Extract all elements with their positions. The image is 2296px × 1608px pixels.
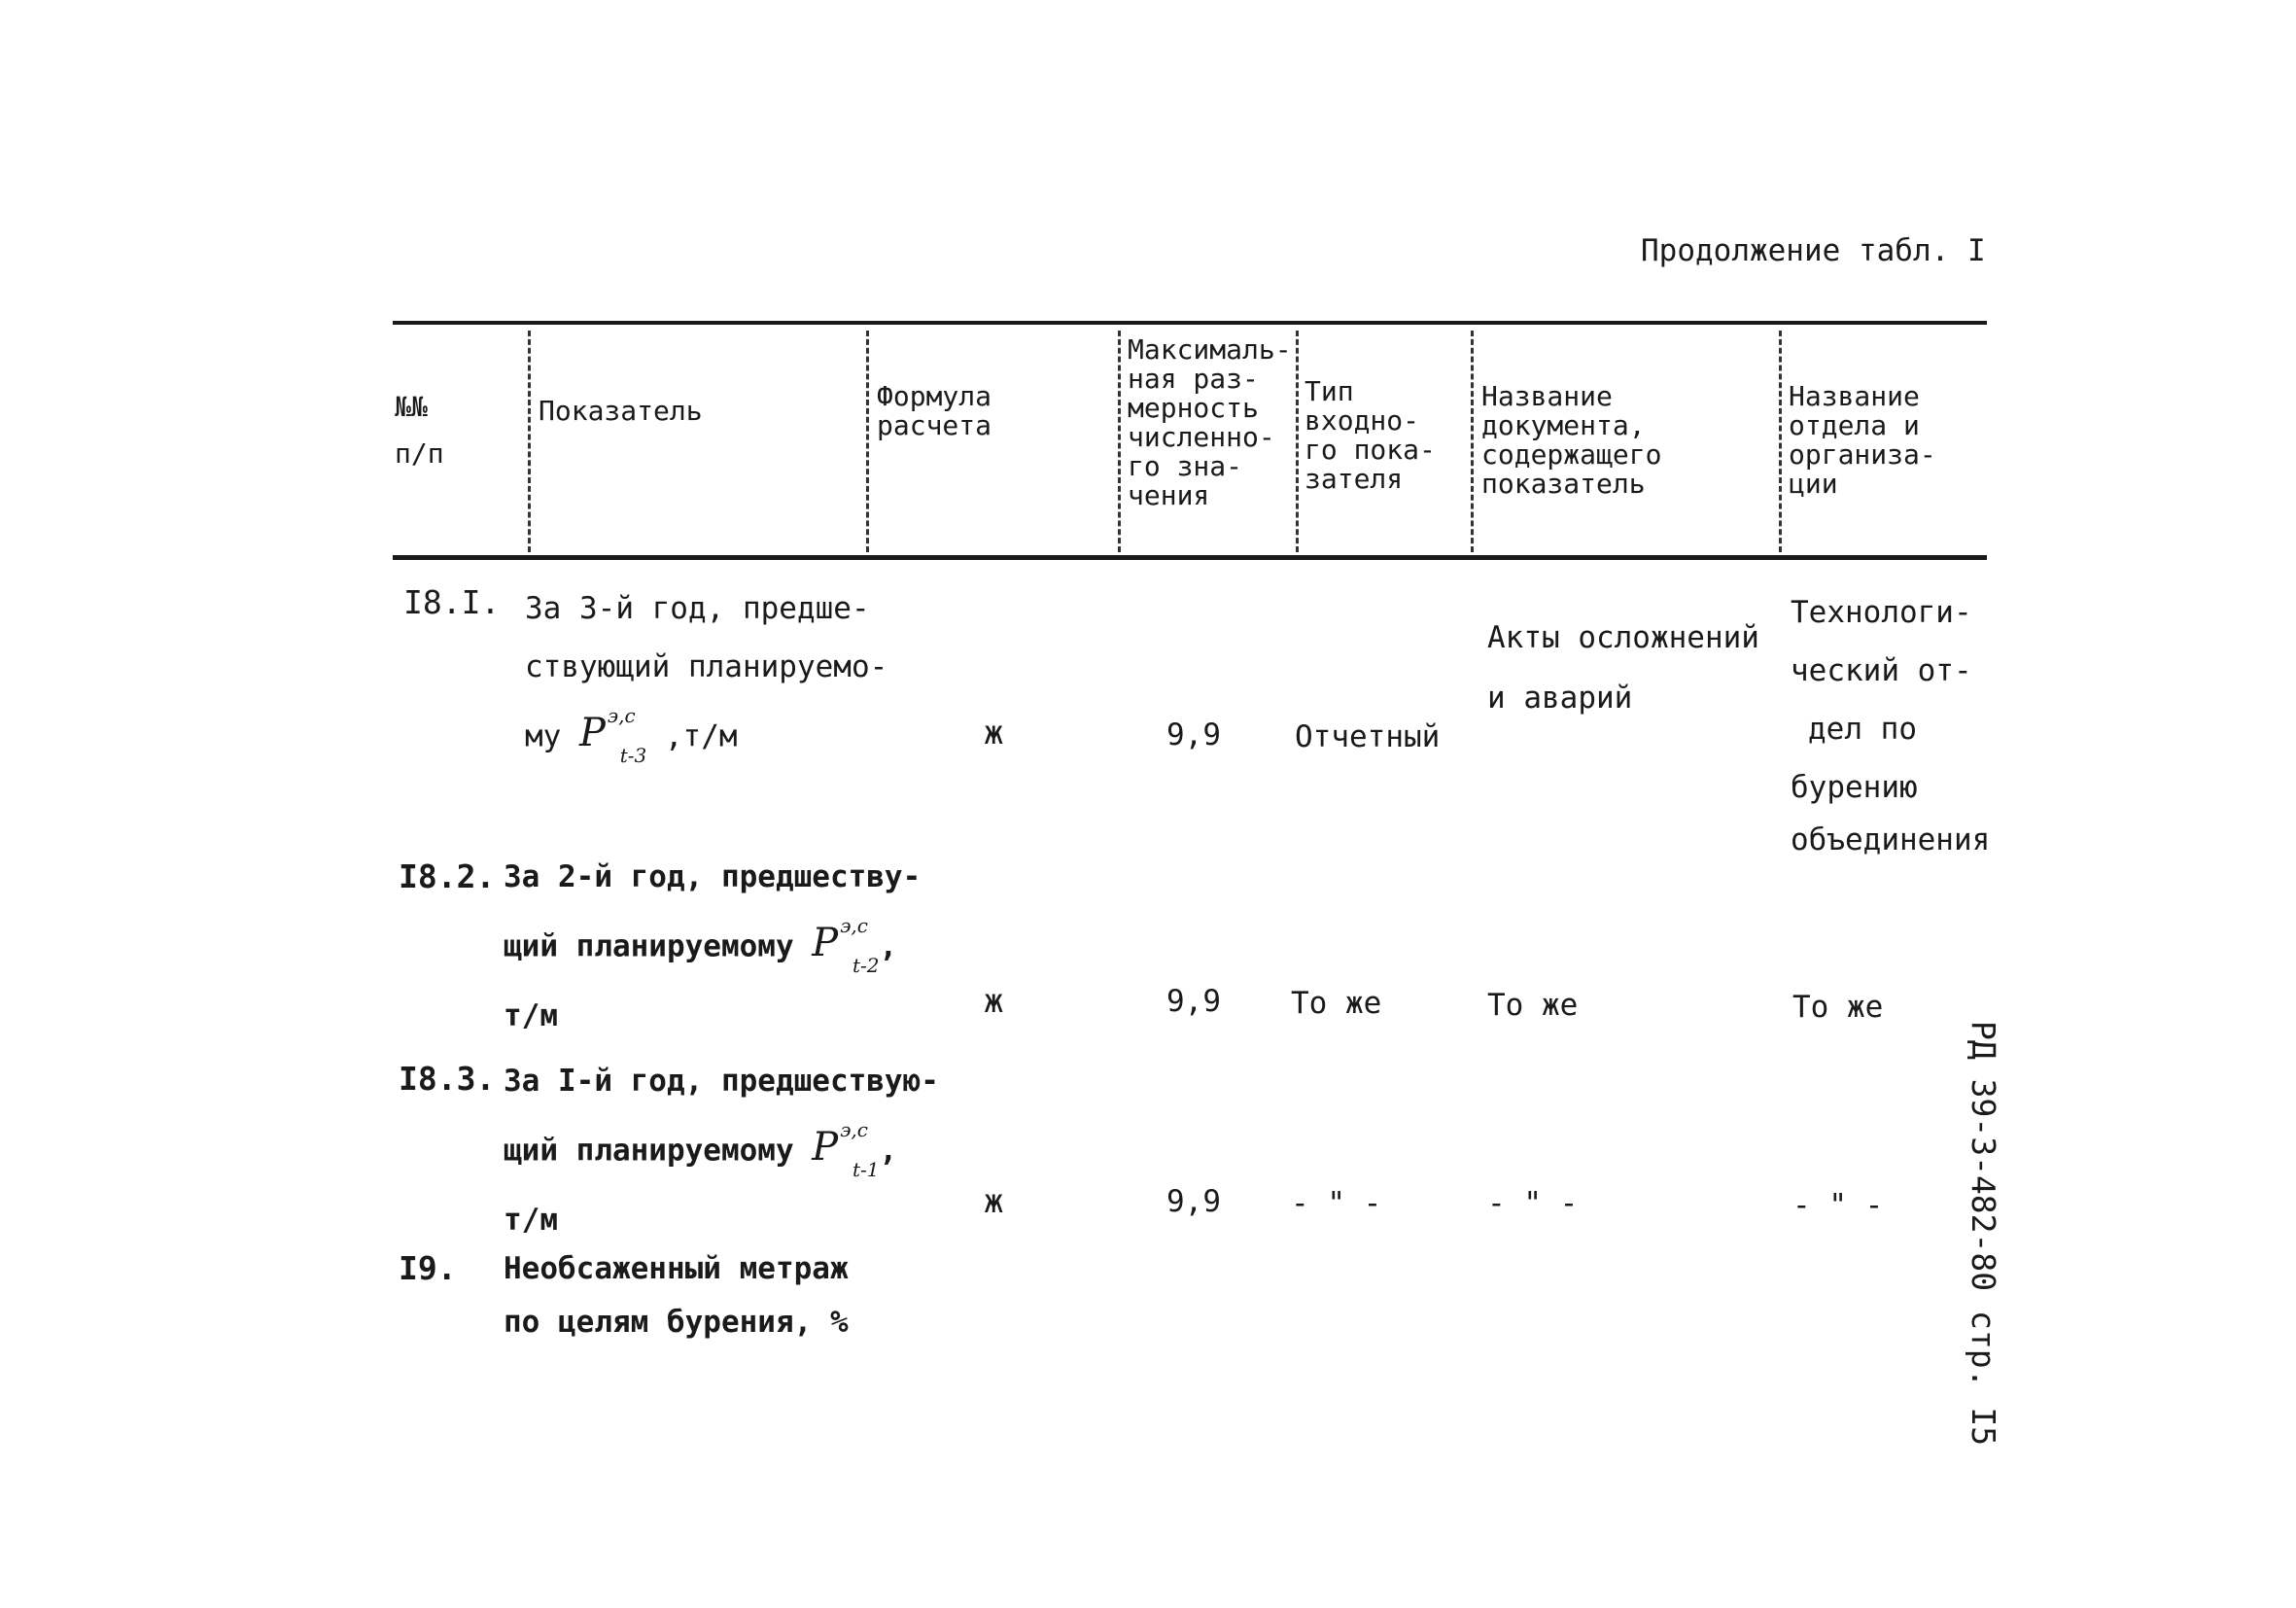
document-cell: То же [1487,988,1579,1023]
formula-symbol-letter: P [812,1125,839,1171]
header-max-dimension: Максималь- ная раз- мерность численно- го зна- чения [1128,333,1292,511]
formula-symbol [812,914,880,978]
indicator-line: по целям бурения, % [504,1305,849,1340]
department-line: дел по [1808,712,1917,747]
document-cell: - " - [1487,1186,1579,1221]
formula-cell: ж [984,714,1004,752]
table-header-bottom-rule [393,555,1987,560]
department-line: Технологи- [1791,595,1972,630]
indicator-line: За 2-й год, предшеству- [504,859,922,894]
row-indicator [525,579,887,777]
table-top-rule [393,321,1987,325]
indicator-text: му [525,718,579,754]
header-department-name: Название отдела и организа- ции [1789,380,1936,500]
indicator-line [525,696,887,777]
row-number: I8.2. [399,857,496,895]
header-separator-1 [528,331,531,552]
header-num: №№ п/п [395,391,444,470]
department-cell [1791,583,1990,869]
indicator-text: щий планируемому [504,1133,813,1169]
max-dimension-cell: 9,9 [1166,984,1221,1019]
formula-superscript: э,с [840,1118,868,1141]
indicator-text: щий планируемому [504,928,813,964]
header-separator-5 [1471,331,1474,552]
formula-subscript: t-3 [619,744,647,768]
department-cell: То же [1792,990,1884,1025]
max-dimension-cell: 9,9 [1166,717,1221,752]
indicator-line [504,1110,939,1191]
indicator-line: За I-й год, предшествую- [504,1064,939,1099]
max-dimension-cell: 9,9 [1166,1184,1221,1219]
formula-cell: ж [984,982,1004,1021]
header-separator-6 [1779,331,1782,552]
row-indicator [504,848,921,1045]
indicator-text: ,т/м [646,718,738,754]
header-separator-3 [1118,331,1121,552]
document-cell [1487,608,1759,728]
table-caption: Продолжение табл. I [1641,233,1986,268]
formula-symbol [812,1118,880,1182]
input-type-cell: То же [1291,986,1382,1021]
department-line: бурению [1791,770,1918,805]
formula-superscript: э,с [840,914,868,937]
indicator-line: Необсаженный метраж [504,1251,849,1286]
header-document-name: Название документа, содержащего показатель [1481,380,1662,500]
document-line: Акты осложнений [1487,620,1759,655]
indicator-line: т/м [504,998,558,1034]
header-input-type: Тип входно- го пока- зателя [1305,375,1436,495]
formula-superscript: э,с [607,704,636,727]
indicator-line: т/м [504,1203,558,1239]
indicator-text: , [879,1133,898,1169]
document-code-label: РД 39-3-482-80 стр. I5 [1965,1021,2002,1447]
formula-symbol-letter: P [812,921,839,966]
indicator-line [504,906,921,987]
indicator-line: За 3-й год, предше- [525,591,870,626]
input-type-cell: Отчетный [1295,719,1441,754]
formula-subscript: t-1 [852,1158,880,1182]
department-line: объединения [1791,822,1991,857]
header-separator-4 [1296,331,1299,552]
header-indicator: Показатель [539,395,703,427]
department-cell: - " - [1792,1188,1884,1223]
department-line: ческий от- [1791,653,1972,688]
input-type-cell: - " - [1291,1186,1382,1221]
formula-subscript: t-2 [852,954,880,978]
formula-cell: ж [984,1182,1004,1221]
row-number: I8.I. [403,583,501,621]
row-number: I8.3. [399,1060,496,1098]
row-indicator [504,1052,939,1249]
header-separator-2 [866,331,869,552]
indicator-text: , [879,928,898,964]
header-formula: Формула расчета [877,380,992,441]
document-line: и аварий [1487,681,1633,716]
formula-symbol-letter: P [579,711,606,756]
row-number: I9. [399,1249,457,1287]
indicator-line: ствующий планируемо- [525,649,888,684]
row-indicator [504,1242,849,1349]
formula-symbol [579,704,647,768]
